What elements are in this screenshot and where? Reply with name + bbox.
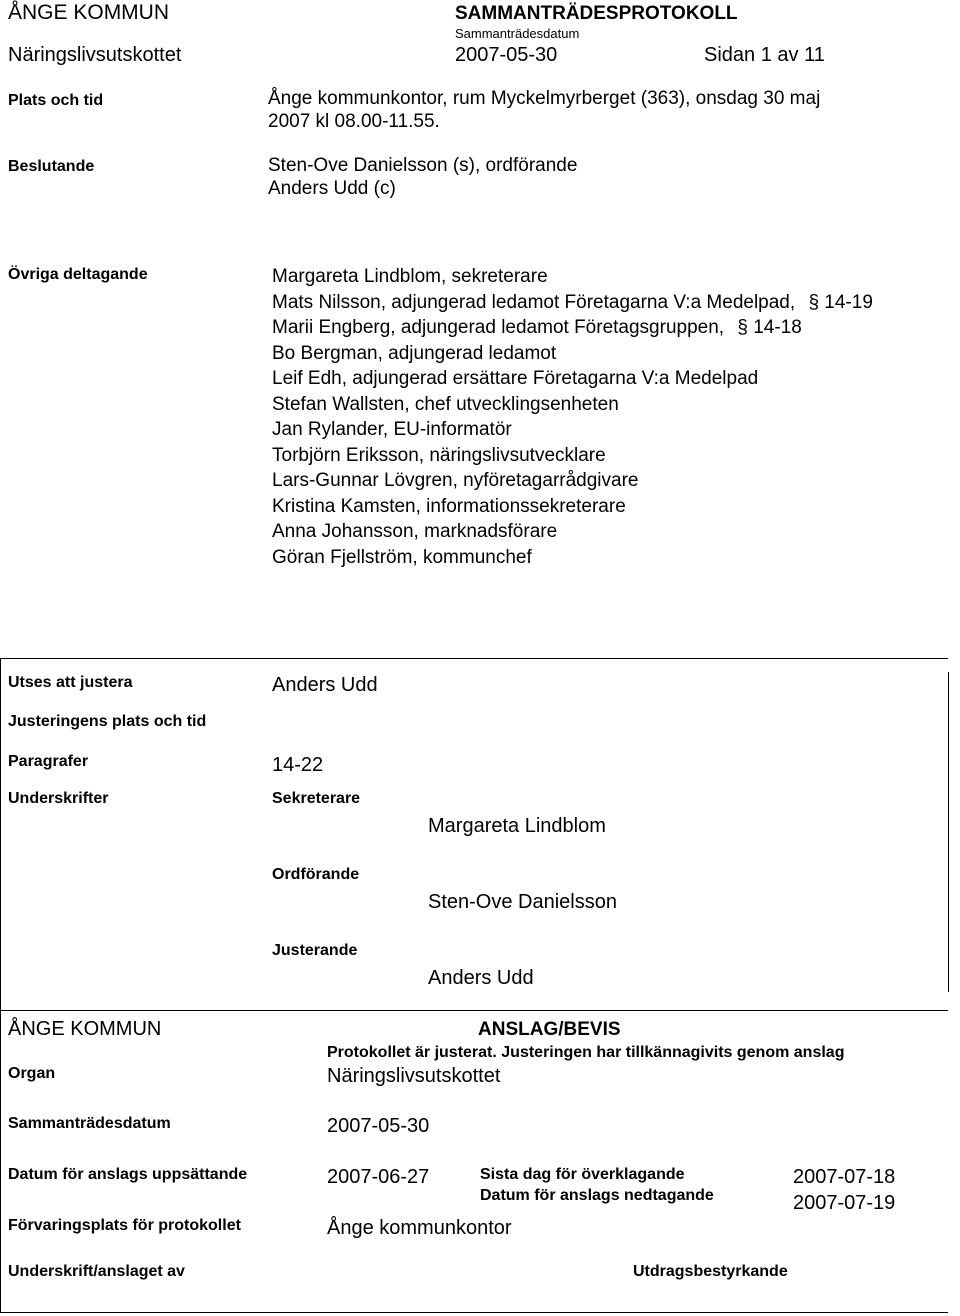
participant-paragraphs: 14-18 (753, 317, 802, 338)
extract-label: Utdragsbestyrkande (633, 1263, 788, 1280)
organ-label: Organ (8, 1065, 56, 1082)
participant: Kristina Kamsten, informationssekreterare (272, 496, 626, 517)
chair-name: Sten-Ove Danielsson (428, 891, 617, 913)
header-committee: Näringslivsutskottet (8, 44, 182, 66)
secretary-label: Sekreterare (272, 790, 361, 807)
header-date: 2007-05-30 (455, 44, 558, 66)
notice-date-value: 2007-05-30 (327, 1115, 430, 1137)
paragraphs-value: 14-22 (272, 754, 324, 776)
place-label: Plats och tid (8, 92, 104, 109)
posted-label: Datum för anslags uppsättande (8, 1166, 248, 1183)
participant (272, 317, 802, 339)
secretary-name: Margareta Lindblom (428, 815, 606, 837)
place-line-2: 2007 kl 08.00-11.55. (268, 111, 440, 132)
notice-box-left (0, 1010, 1, 1312)
notice-box-bottom (0, 1312, 948, 1313)
participant: Torbjörn Eriksson, näringslivsutvecklare (272, 445, 606, 466)
section-icon: § (808, 292, 820, 313)
participant: Jan Rylander, EU-informatör (272, 419, 512, 440)
signatures-label: Underskrifter (8, 790, 109, 807)
decision-label: Beslutande (8, 158, 95, 175)
header-org: ÅNGE KOMMUN (8, 1, 170, 24)
participant: Lars-Gunnar Lövgren, nyföretagarrådgivare (272, 470, 639, 491)
signature-box-top (0, 658, 948, 659)
notice-title: ANSLAG/BEVIS (478, 1019, 621, 1040)
appeal-label: Sista dag för överklagande (480, 1166, 685, 1183)
appeal-value: 2007-07-18 (793, 1166, 896, 1188)
adjusting-label: Justerande (272, 942, 358, 959)
adjuster-name: Anders Udd (272, 674, 378, 696)
storage-label: Förvaringsplats för protokollet (8, 1217, 241, 1234)
removed-value: 2007-07-19 (793, 1192, 896, 1214)
signature-box-left (0, 658, 1, 1010)
adjusting-name: Anders Udd (428, 967, 534, 989)
participant-text: Mats Nilsson, adjungerad ledamot Företagarna V:a Medelpad, (272, 292, 796, 313)
adjust-place-label: Justeringens plats och tid (8, 713, 207, 730)
notice-date-label: Sammanträdesdatum (8, 1115, 171, 1132)
storage-value: Ånge kommunkontor (327, 1217, 512, 1239)
header-doc-type: SAMMANTRÄDESPROTOKOLL (455, 3, 738, 24)
signature-box-right (948, 672, 949, 992)
participant: Anna Johansson, marknadsförare (272, 521, 558, 542)
participant-text: Marii Engberg, adjungerad ledamot Företagsgruppen, (272, 317, 725, 338)
participant: Stefan Wallsten, chef utvecklingsenheten (272, 394, 619, 415)
participant: Leif Edh, adjungerad ersättare Företagarna V:a Medelpad (272, 368, 759, 389)
organ-value: Näringslivsutskottet (327, 1065, 501, 1087)
header-page: Sidan 1 av 11 (704, 44, 825, 66)
signed-label: Underskrift/anslaget av (8, 1263, 185, 1280)
participant: Margareta Lindblom, sekreterare (272, 266, 548, 287)
posted-value: 2007-06-27 (327, 1166, 430, 1188)
decision-maker: Anders Udd (c) (268, 178, 396, 199)
paragraphs-label: Paragrafer (8, 753, 89, 770)
removed-label: Datum för anslags nedtagande (480, 1187, 714, 1204)
participant (272, 292, 873, 314)
place-line-1: Ånge kommunkontor, rum Myckelmyrberget (363), onsdag 30 maj (268, 88, 821, 109)
participant-paragraphs: 14-19 (824, 292, 873, 313)
adjuster-label: Utses att justera (8, 674, 133, 691)
section-icon: § (737, 317, 748, 338)
signature-box-bottom (0, 1010, 948, 1011)
notice-org: ÅNGE KOMMUN (8, 1018, 162, 1040)
participant: Göran Fjellström, kommunchef (272, 547, 532, 568)
notice-statement: Protokollet är justerat. Justeringen har tillkännagivits genom anslag (327, 1044, 845, 1061)
decision-maker: Sten-Ove Danielsson (s), ordförande (268, 155, 578, 176)
participant: Bo Bergman, adjungerad ledamot (272, 343, 557, 364)
header-date-label: Sammanträdesdatum (455, 26, 580, 41)
chair-label: Ordförande (272, 866, 360, 883)
others-label: Övriga deltagande (8, 266, 148, 283)
